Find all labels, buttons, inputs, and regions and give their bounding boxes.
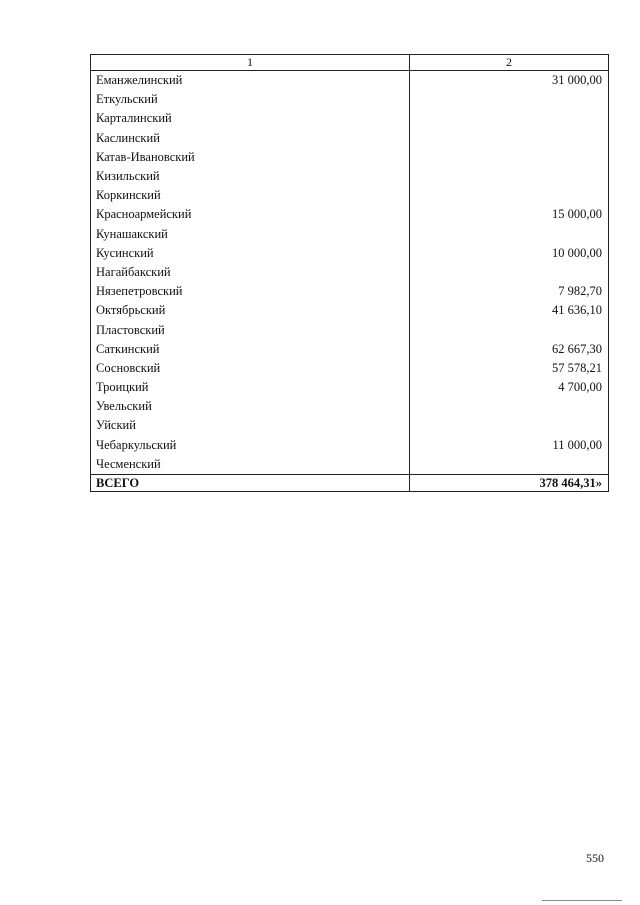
districts-table (90, 54, 609, 492)
table-header-row (91, 55, 609, 71)
district-name-cell: Каслинский (91, 129, 410, 148)
district-name-cell: Сосновский (91, 359, 410, 378)
district-name-cell: Карталинский (91, 109, 410, 128)
amount-cell: 7 982,70 (410, 282, 609, 301)
total-row (91, 474, 609, 491)
district-name-cell: Уйский (91, 416, 410, 435)
amount-cell (410, 455, 609, 475)
amount-cell: 31 000,00 (410, 71, 609, 91)
column-header-2: 2 (410, 55, 609, 71)
district-name-cell: Кизильский (91, 167, 410, 186)
table-row (91, 340, 609, 359)
amount-cell (410, 186, 609, 205)
column-header-1: 1 (91, 55, 410, 71)
table-container (90, 54, 608, 492)
table-row (91, 109, 609, 128)
amount-cell (410, 129, 609, 148)
table-row (91, 320, 609, 339)
table-row (91, 359, 609, 378)
table-row (91, 244, 609, 263)
amount-cell: 41 636,10 (410, 301, 609, 320)
amount-cell: 15 000,00 (410, 205, 609, 224)
district-name-cell: Саткинский (91, 340, 410, 359)
table-row (91, 225, 609, 244)
amount-cell: 11 000,00 (410, 436, 609, 455)
district-name-cell: Пластовский (91, 320, 410, 339)
amount-cell (410, 148, 609, 167)
district-name-cell: Нязепетровский (91, 282, 410, 301)
amount-cell (410, 263, 609, 282)
district-name-cell: Красноармейский (91, 205, 410, 224)
amount-cell (410, 167, 609, 186)
table-row (91, 282, 609, 301)
table-body (91, 71, 609, 475)
district-name-cell: Чесменский (91, 455, 410, 475)
table-row (91, 129, 609, 148)
table-row (91, 455, 609, 475)
amount-cell: 57 578,21 (410, 359, 609, 378)
table-row (91, 148, 609, 167)
amount-cell (410, 416, 609, 435)
page-number: 550 (586, 851, 604, 865)
district-name-cell: Катав-Ивановский (91, 148, 410, 167)
amount-cell (410, 320, 609, 339)
table-row (91, 263, 609, 282)
scan-artifact-line (542, 900, 622, 901)
district-name-cell: Кусинский (91, 244, 410, 263)
district-name-cell: Октябрьский (91, 301, 410, 320)
amount-cell (410, 90, 609, 109)
table-row (91, 167, 609, 186)
district-name-cell: Коркинский (91, 186, 410, 205)
table-row (91, 301, 609, 320)
total-label: ВСЕГО (91, 474, 410, 491)
district-name-cell: Увельский (91, 397, 410, 416)
district-name-cell: Нагайбакский (91, 263, 410, 282)
district-name-cell: Еманжелинский (91, 71, 410, 91)
amount-cell (410, 397, 609, 416)
table-row (91, 436, 609, 455)
district-name-cell: Еткульский (91, 90, 410, 109)
table-row (91, 378, 609, 397)
amount-cell: 4 700,00 (410, 378, 609, 397)
table-row (91, 416, 609, 435)
total-value: 378 464,31» (410, 474, 609, 491)
table-row (91, 71, 609, 91)
table-row (91, 90, 609, 109)
table-row (91, 397, 609, 416)
amount-cell (410, 109, 609, 128)
amount-cell: 10 000,00 (410, 244, 609, 263)
amount-cell: 62 667,30 (410, 340, 609, 359)
amount-cell (410, 225, 609, 244)
district-name-cell: Кунашакский (91, 225, 410, 244)
district-name-cell: Троицкий (91, 378, 410, 397)
district-name-cell: Чебаркульский (91, 436, 410, 455)
table-row (91, 186, 609, 205)
table-row (91, 205, 609, 224)
